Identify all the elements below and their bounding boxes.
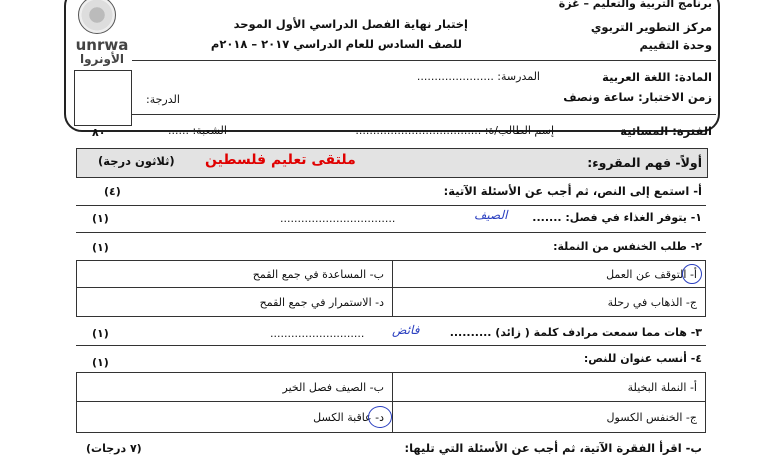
q1-divider (76, 205, 706, 206)
partA-marks: (٤) (104, 185, 121, 198)
answer-circle-icon (682, 264, 702, 284)
partB-instruction: ب- اقرأ الفقرة الآتية، ثم أجب عن الأسئلة التي تليها: (404, 441, 702, 455)
q2-option-d-label: د- الاستمرار في جمع القمح (259, 295, 384, 309)
duration-field: زمن الاختبار: ساعة ونصف (563, 90, 712, 104)
q4-option-d-label: د- عاقبة الكسل (313, 410, 384, 424)
q4-text: ٤- أنسب عنوان للنص: (583, 352, 702, 365)
school-field: المدرسة: ...................... (416, 70, 540, 83)
q4-option-d[interactable] (76, 401, 393, 433)
watermark-text: ملتقى تعليم فلسطين (205, 152, 356, 168)
exam-title: إختبار نهاية الفصل الدراسي الأول الموحد (233, 17, 468, 31)
exam-subtitle: للصف السادس للعام الدراسي ٢٠١٧ – ٢٠١٨م (210, 37, 462, 51)
q4-option-b[interactable] (76, 372, 393, 402)
q3-text: ٣- هات مما سمعت مرادف كلمة ( زائد) .......... (449, 326, 702, 339)
logo-latin: unrwa (75, 36, 129, 54)
q1-answer[interactable]: الصيف (474, 208, 508, 222)
q2-option-a[interactable] (392, 260, 706, 288)
subject-field: المادة: اللغة العربية (602, 70, 712, 84)
center-line: مركز التطوير التربوي (590, 20, 712, 34)
logo-arabic: الأونروا (79, 52, 125, 66)
header-divider-2 (132, 114, 716, 115)
q2-option-b[interactable] (76, 260, 393, 288)
q2-option-d[interactable] (76, 287, 393, 317)
q3-marks: (١) (92, 327, 109, 340)
section-marks: (ثلاثون درجة) (98, 154, 175, 168)
q2-option-c[interactable] (392, 287, 706, 317)
q4-option-c-label: ج- الخنفس الكسول (606, 410, 697, 424)
q4-option-b-label: ب- الصيف فصل الخير (282, 380, 384, 394)
partA-instruction: أ- استمع إلى النص، ثم أجب عن الأسئلة الآتية: (443, 184, 702, 198)
q3-answer[interactable]: فائض (392, 323, 420, 337)
program-line: برنامج التربية والتعليم – غزة (558, 0, 712, 10)
q1-dots: ................................. (280, 212, 396, 225)
q4-option-a[interactable] (392, 372, 706, 402)
q4-option-a-label: أ- النملة البخيلة (627, 380, 697, 394)
grade-label: الدرجة: (146, 93, 180, 106)
answer-circle-icon (368, 406, 392, 428)
unit-line: وحدة التقييم (639, 38, 712, 52)
student-name-field: إسم الطالب/ة: .................................... (355, 124, 554, 137)
header-divider (132, 60, 716, 61)
q2-option-c-label: ج- الذهاب في رحلة (607, 295, 697, 309)
q1-text: ١- يتوفر الغذاء في فصل: ....... (532, 211, 702, 224)
partB-marks: (٧ درجات) (86, 442, 142, 455)
section-field: الشعبة: ...... (168, 124, 227, 137)
q2-divider (76, 232, 706, 233)
period-field: الفترة: المسائية (620, 124, 712, 138)
q4-marks: (١) (92, 356, 109, 369)
q2-option-b-label: ب- المساعدة في جمع القمح (252, 267, 384, 281)
q2-text: ٢- طلب الخنفس من النملة: (553, 240, 702, 253)
q4-option-c[interactable] (392, 401, 706, 433)
total-marks: ٨٠ (92, 126, 106, 139)
q4-divider (76, 345, 706, 346)
q2-option-a-label: أ- التوقف عن العمل (606, 267, 697, 281)
q3-dots: ........................... (270, 327, 365, 340)
q1-marks: (١) (92, 212, 109, 225)
grade-box (74, 70, 132, 126)
q2-marks: (١) (92, 241, 109, 254)
section-title: أولاً- فهم المقروء: (587, 155, 702, 170)
